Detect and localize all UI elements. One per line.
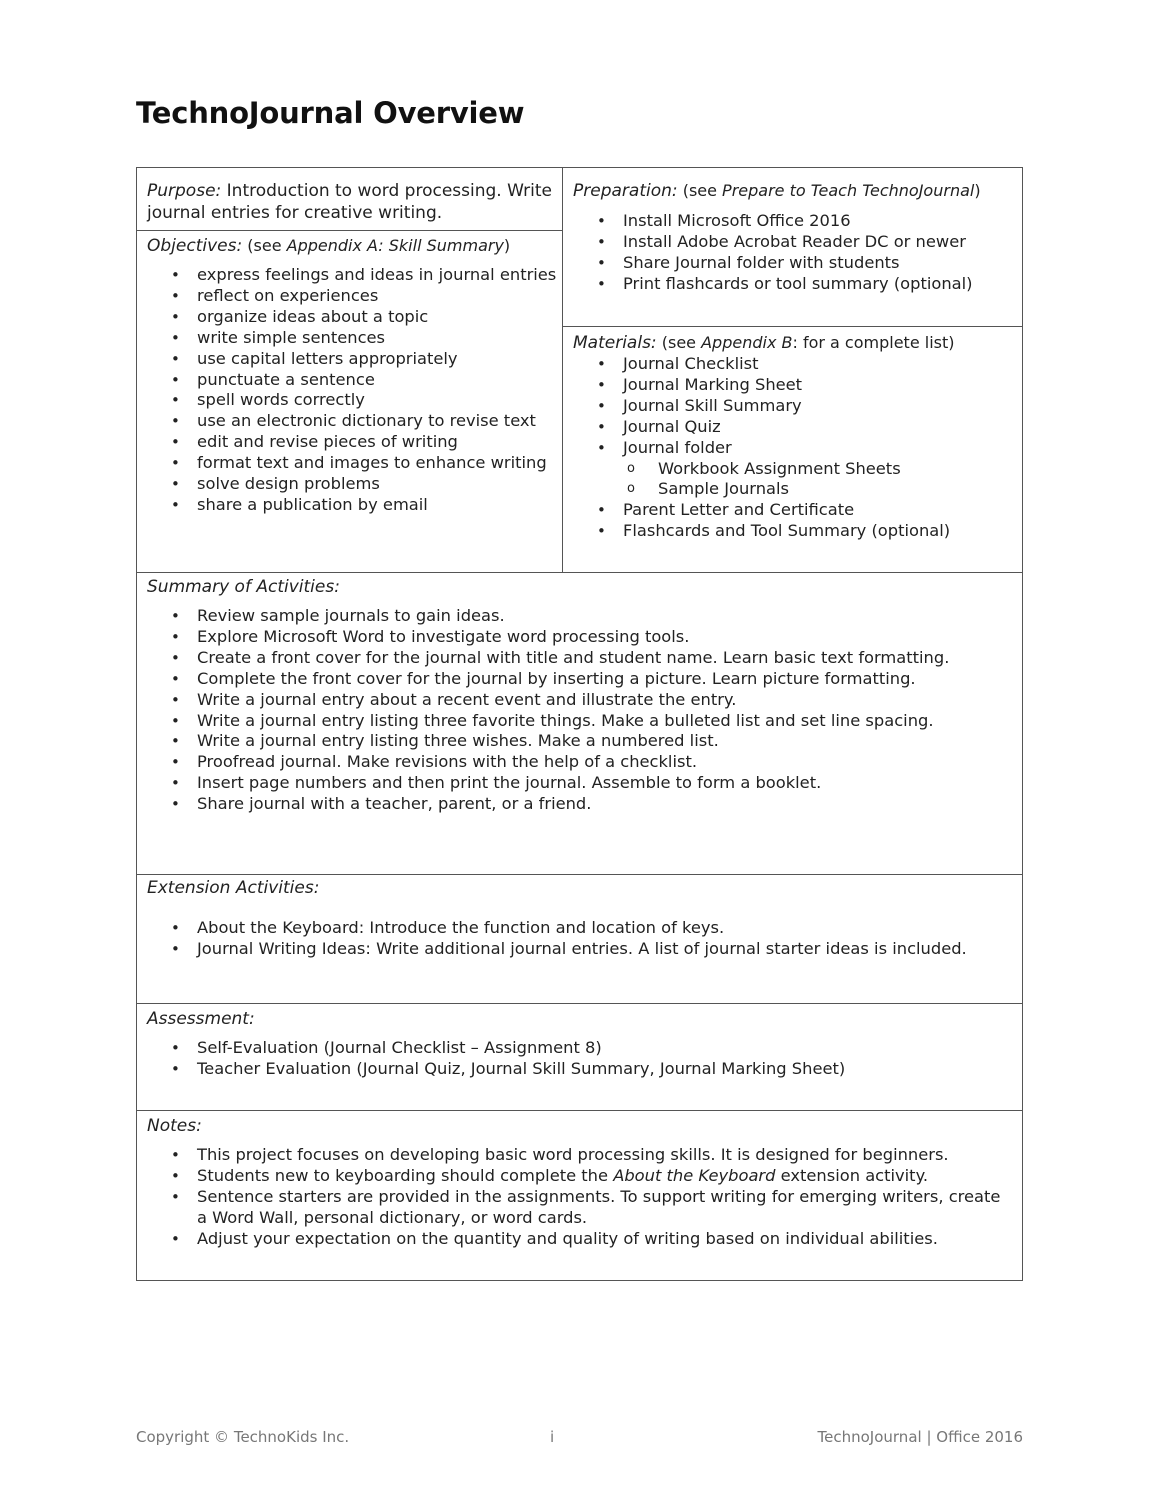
list-item: • use capital letters appropriately bbox=[147, 349, 557, 370]
list-item: • reflect on experiences bbox=[147, 286, 557, 307]
summary-cell bbox=[147, 576, 1017, 815]
list-item: • Teacher Evaluation (Journal Quiz, Journal Skill Summary, Journal Marking Sheet) bbox=[147, 1059, 1017, 1080]
list-item: • Journal Writing Ideas: Write additional journal entries. A list of journal starter ideas is included. bbox=[147, 939, 1017, 960]
list-item: • spell words correctly bbox=[147, 390, 557, 411]
sub-list-item: o Workbook Assignment Sheets bbox=[573, 459, 1018, 480]
preparation-heading: Preparation: (see Prepare to Teach TechnoJournal) bbox=[573, 181, 981, 201]
materials-list bbox=[573, 354, 1018, 542]
list-item: • About the Keyboard: Introduce the function and location of keys. bbox=[147, 918, 1017, 939]
objectives-list bbox=[147, 265, 557, 516]
list-item: • express feelings and ideas in journal entries bbox=[147, 265, 557, 286]
purpose-cell bbox=[147, 180, 552, 224]
list-item: • organize ideas about a topic bbox=[147, 307, 557, 328]
footer-product: TechnoJournal | Office 2016 bbox=[817, 1428, 1023, 1446]
materials-cell bbox=[573, 332, 1018, 542]
list-item: • Flashcards and Tool Summary (optional) bbox=[573, 521, 1018, 542]
list-item: • Students new to keyboarding should complete the About the Keyboard extension activity. bbox=[147, 1166, 1012, 1187]
list-item: • Journal Checklist bbox=[573, 354, 1018, 375]
objectives-cell bbox=[147, 235, 557, 516]
row-divider bbox=[137, 1003, 1023, 1004]
extension-list bbox=[147, 918, 1017, 960]
extension-heading: Extension Activities: bbox=[147, 878, 320, 898]
assessment-cell bbox=[147, 1008, 1017, 1080]
objectives-heading: Objectives: (see Appendix A: Skill Summary) bbox=[147, 236, 511, 256]
row-divider bbox=[562, 326, 1023, 327]
row-divider bbox=[137, 572, 1023, 573]
row-divider bbox=[137, 230, 562, 231]
column-divider bbox=[562, 168, 563, 572]
summary-heading: Summary of Activities: bbox=[147, 577, 340, 597]
purpose-text: Purpose: Introduction to word processing. Write journal entries for creative writing. bbox=[147, 181, 552, 223]
purpose-label: Purpose: bbox=[147, 181, 222, 201]
page-title: TechnoJournal Overview bbox=[136, 96, 525, 130]
list-item: • share a publication by email bbox=[147, 495, 557, 516]
list-item: • Parent Letter and Certificate bbox=[573, 500, 1018, 521]
summary-list bbox=[147, 606, 1017, 815]
list-item: • Adjust your expectation on the quantity and quality of writing based on individual abilities. bbox=[147, 1229, 1012, 1250]
assessment-heading: Assessment: bbox=[147, 1009, 255, 1029]
list-item: • This project focuses on developing basic word processing skills. It is designed for beginners. bbox=[147, 1145, 1012, 1166]
list-item: • Proofread journal. Make revisions with the help of a checklist. bbox=[147, 752, 1017, 773]
notes-list bbox=[147, 1145, 1012, 1250]
list-item: • punctuate a sentence bbox=[147, 370, 557, 391]
list-item: • solve design problems bbox=[147, 474, 557, 495]
sub-list-item: o Sample Journals bbox=[573, 479, 1018, 500]
row-divider bbox=[137, 874, 1023, 875]
list-item: • format text and images to enhance writing bbox=[147, 453, 557, 474]
list-item: • use an electronic dictionary to revise text bbox=[147, 411, 557, 432]
preparation-cell bbox=[573, 180, 1018, 295]
row-divider bbox=[137, 1110, 1023, 1111]
notes-heading: Notes: bbox=[147, 1116, 202, 1136]
notes-cell bbox=[147, 1115, 1012, 1250]
list-item: • Write a journal entry listing three wishes. Make a numbered list. bbox=[147, 731, 1017, 752]
list-item: • Self-Evaluation (Journal Checklist – Assignment 8) bbox=[147, 1038, 1017, 1059]
list-item: • Journal Quiz bbox=[573, 417, 1018, 438]
list-item: • Share journal with a teacher, parent, or a friend. bbox=[147, 794, 1017, 815]
footer-page-number: i bbox=[550, 1428, 555, 1446]
list-item: • Create a front cover for the journal with title and student name. Learn basic text formatting. bbox=[147, 648, 1017, 669]
list-item: • Sentence starters are provided in the assignments. To support writing for emerging writers, create a Word Wall, personal dictionary, or word cards. bbox=[147, 1187, 1012, 1229]
list-item: • Share Journal folder with students bbox=[573, 253, 1018, 274]
materials-heading: Materials: (see Appendix B: for a complete list) bbox=[573, 333, 955, 353]
list-item: • Install Adobe Acrobat Reader DC or newer bbox=[573, 232, 1018, 253]
list-item: • edit and revise pieces of writing bbox=[147, 432, 557, 453]
list-item: • Journal Skill Summary bbox=[573, 396, 1018, 417]
list-item: • Write a journal entry listing three favorite things. Make a bulleted list and set line spacing. bbox=[147, 711, 1017, 732]
list-item: • Install Microsoft Office 2016 bbox=[573, 211, 1018, 232]
list-item: • Explore Microsoft Word to investigate word processing tools. bbox=[147, 627, 1017, 648]
list-item: • Review sample journals to gain ideas. bbox=[147, 606, 1017, 627]
assessment-list bbox=[147, 1038, 1017, 1080]
list-item: • Print flashcards or tool summary (optional) bbox=[573, 274, 1018, 295]
list-item: • Write a journal entry about a recent event and illustrate the entry. bbox=[147, 690, 1017, 711]
footer-copyright: Copyright © TechnoKids Inc. bbox=[136, 1428, 350, 1446]
preparation-list bbox=[573, 211, 1018, 295]
extension-cell bbox=[147, 877, 1017, 960]
list-item: • Journal Marking Sheet bbox=[573, 375, 1018, 396]
list-item: • Insert page numbers and then print the journal. Assemble to form a booklet. bbox=[147, 773, 1017, 794]
list-item: • Journal folder bbox=[573, 438, 1018, 459]
list-item: • Complete the front cover for the journal by inserting a picture. Learn picture formatting. bbox=[147, 669, 1017, 690]
list-item: • write simple sentences bbox=[147, 328, 557, 349]
overview-table bbox=[136, 167, 1023, 1281]
